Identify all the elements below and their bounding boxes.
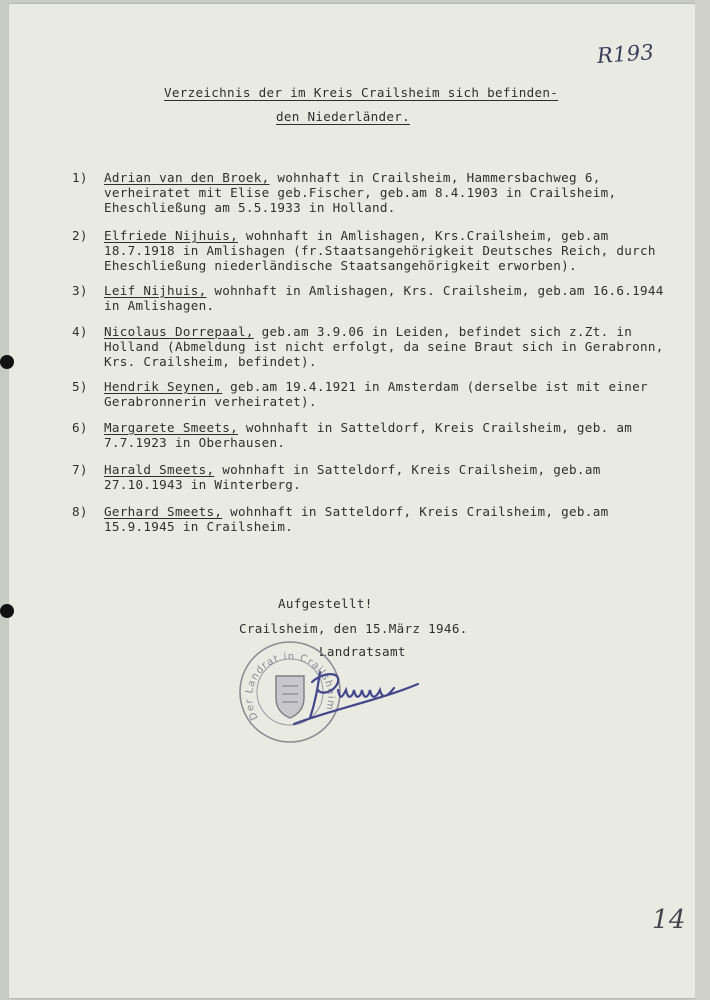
place-and-date: Crailsheim, den 15.März 1946.: [239, 621, 468, 636]
person-name: Elfriede Nijhuis,: [104, 228, 238, 243]
handwritten-signature: [290, 660, 430, 730]
person-details: wohnhaft in Satteldorf, Kreis Crailsheim, geb.am 27.10.1943 in Winterberg.: [104, 462, 601, 492]
item-text: [104, 283, 664, 313]
item-number: 7): [72, 462, 88, 477]
item-number: 1): [72, 170, 88, 185]
item-text: [104, 420, 664, 450]
person-details: wohnhaft in Amlishagen, Krs.Crailsheim, geb.am 18.7.1918 in Amlishagen (fr.Staatsangehörigkeit Deutsches Reich, durch Eheschließung niederländische Staatsangehörigkeit erworben).: [104, 228, 656, 273]
stamp-text: Der Landrat in Crailsheim: [243, 651, 337, 722]
punch-hole-top: [0, 355, 14, 369]
item-text: [104, 504, 664, 534]
title-line-1: Verzeichnis der im Kreis Crailsheim sich befinden-: [164, 85, 559, 100]
person-name: Nicolaus Dorrepaal,: [104, 324, 254, 339]
person-details: wohnhaft in Crailsheim, Hammersbachweg 6, verheiratet mit Elise geb.Fischer, geb.am 8.4.1903 in Crailsheim, Eheschließung am 5.5.1933 in Holland.: [104, 170, 617, 215]
aufgestellt-label: Aufgestellt!: [278, 596, 373, 611]
item-number: 2): [72, 228, 88, 243]
person-name: Margarete Smeets,: [104, 420, 238, 435]
item-text: [104, 228, 664, 273]
item-text: [104, 170, 664, 215]
document-page: [9, 4, 695, 998]
person-details: geb.am 3.9.06 in Leiden, befindet sich z.Zt. in Holland (Abmeldung ist nicht erfolgt, da seine Braut sich in Gerabronn, Krs. Crailsheim, befindet).: [104, 324, 664, 369]
person-name: Leif Nijhuis,: [104, 283, 207, 298]
item-number: 8): [72, 504, 88, 519]
punch-hole-bottom: [0, 604, 14, 618]
person-details: geb.am 19.4.1921 in Amsterdam (derselbe ist mit einer Gerabronnerin verheiratet).: [104, 379, 648, 409]
person-details: wohnhaft in Amlishagen, Krs. Crailsheim, geb.am 16.6.1944 in Amlishagen.: [104, 283, 664, 313]
handwritten-page-number: 14: [652, 905, 686, 935]
person-name: Gerhard Smeets,: [104, 504, 223, 519]
person-name: Adrian van den Broek,: [104, 170, 270, 185]
person-details: wohnhaft in Satteldorf, Kreis Crailsheim, geb. am 7.7.1923 in Oberhausen.: [104, 420, 633, 450]
item-text: [104, 462, 664, 492]
issuing-office: Landratsamt: [319, 644, 406, 659]
item-number: 5): [72, 379, 88, 394]
item-number: 4): [72, 324, 88, 339]
person-name: Harald Smeets,: [104, 462, 215, 477]
archive-handwritten-number: R193: [596, 40, 655, 68]
title-line-2: den Niederländer.: [276, 109, 410, 124]
item-number: 3): [72, 283, 88, 298]
page-edge: [695, 0, 710, 1000]
person-details: wohnhaft in Satteldorf, Kreis Crailsheim, geb.am 15.9.1945 in Crailsheim.: [104, 504, 609, 534]
item-number: 6): [72, 420, 88, 435]
item-text: [104, 379, 664, 409]
item-text: [104, 324, 664, 369]
person-name: Hendrik Seynen,: [104, 379, 223, 394]
